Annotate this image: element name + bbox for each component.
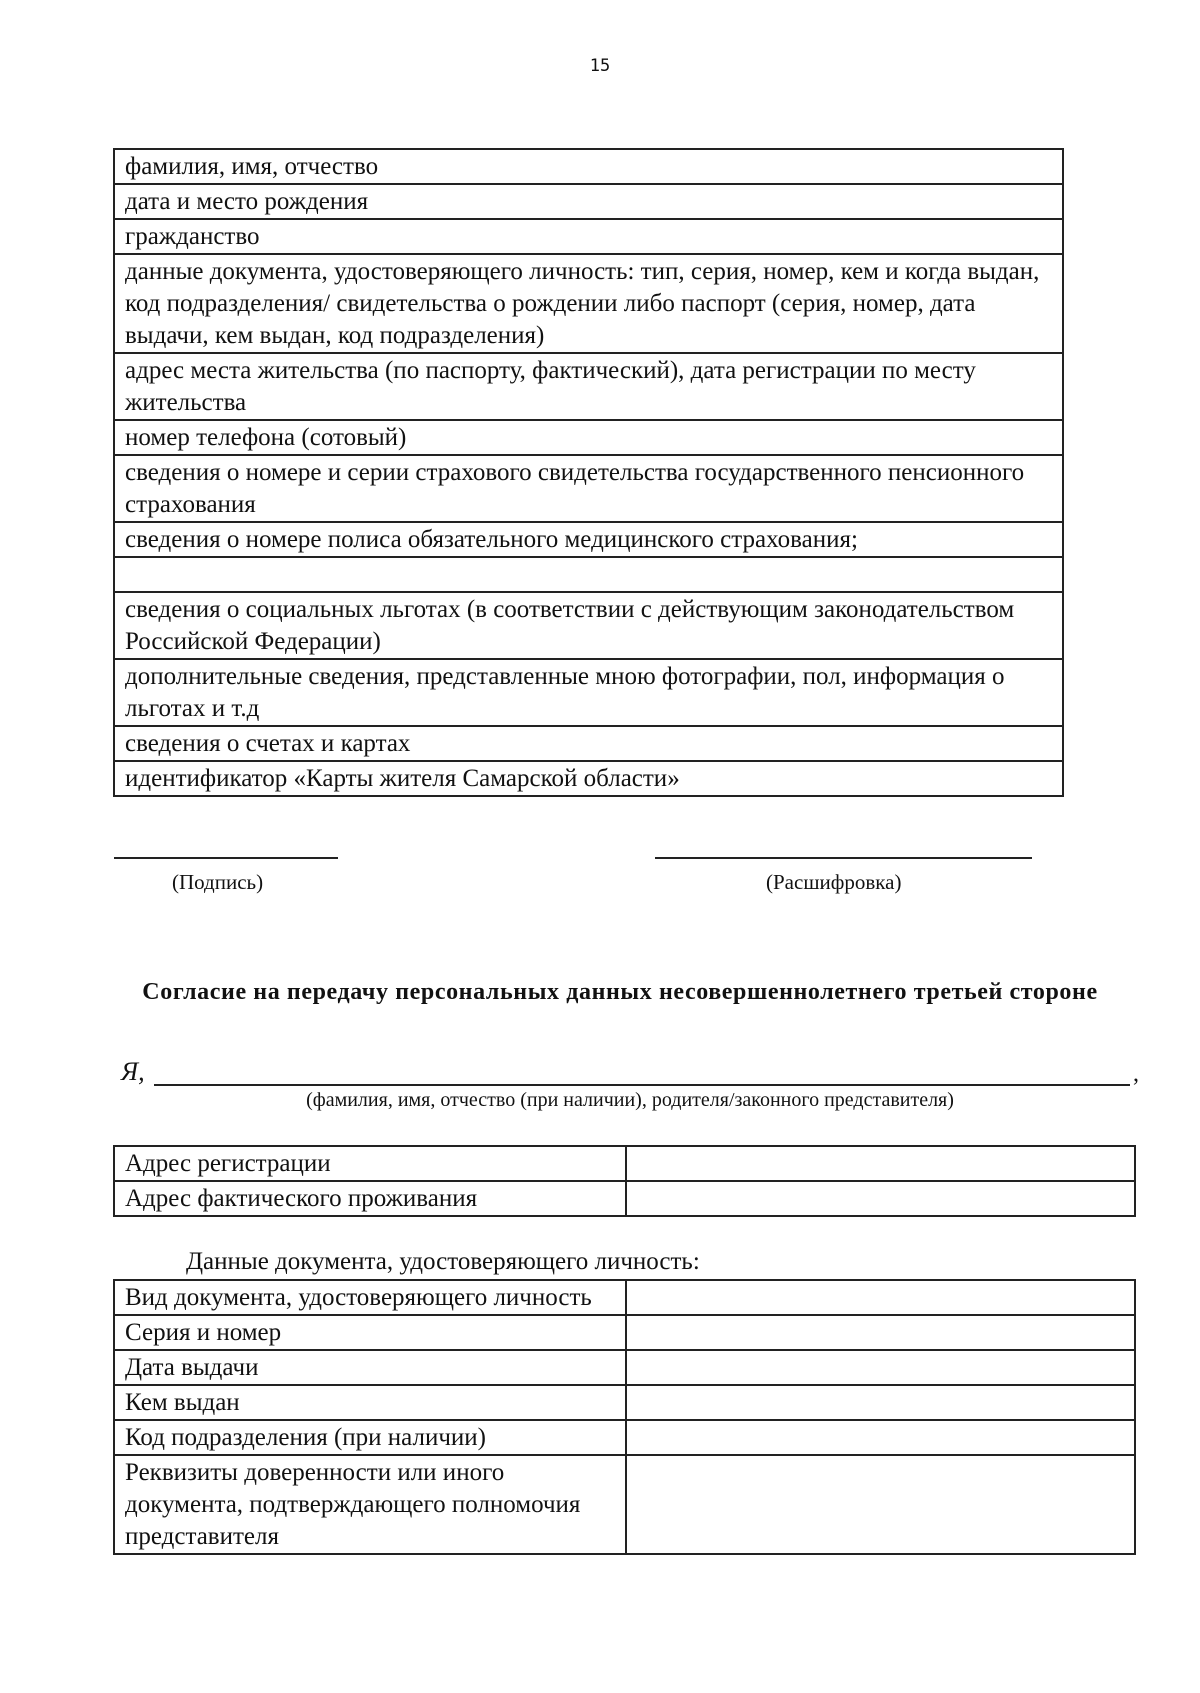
signature-line[interactable] xyxy=(114,857,338,859)
value-cell[interactable] xyxy=(626,1315,1135,1350)
table-cell: идентификатор «Карты жителя Самарской области» xyxy=(114,761,1063,796)
value-cell[interactable] xyxy=(626,1420,1135,1455)
row-label: Серия и номер xyxy=(114,1315,626,1350)
table-row xyxy=(114,420,1063,455)
decoding-caption: (Расшифровка) xyxy=(766,870,902,894)
table-cell: сведения о счетах и картах xyxy=(114,726,1063,761)
value-cell[interactable] xyxy=(626,1181,1135,1216)
table-cell: данные документа, удостоверяющего личность: тип, серия, номер, кем и когда выдан, код подразделения/ свидетельства о рождении либо паспорт (серия, номер, дата выдачи, кем выдан, код подразделения) xyxy=(114,254,1063,353)
table-row xyxy=(114,557,1063,592)
table-row xyxy=(114,726,1063,761)
table-cell: дата и место рождения xyxy=(114,184,1063,219)
row-label: Реквизиты доверенности или иного документа, подтверждающего полномочия представителя xyxy=(114,1455,626,1554)
row-label: Вид документа, удостоверяющего личность xyxy=(114,1280,626,1315)
ya-label: Я, xyxy=(121,1057,145,1086)
name-decoding-line[interactable] xyxy=(655,857,1032,859)
table-row xyxy=(114,219,1063,254)
table-row xyxy=(114,455,1063,522)
table-cell: номер телефона (сотовый) xyxy=(114,420,1063,455)
table-row xyxy=(114,1455,1135,1554)
document-heading: Данные документа, удостоверяющего личность: xyxy=(186,1248,700,1275)
table-row xyxy=(114,353,1063,420)
page-number: 15 xyxy=(589,56,611,76)
table-cell xyxy=(114,557,1063,592)
table-row xyxy=(114,149,1063,184)
table-row xyxy=(114,1146,1135,1181)
value-cell[interactable] xyxy=(626,1280,1135,1315)
table-row xyxy=(114,254,1063,353)
table-row xyxy=(114,1315,1135,1350)
table-row xyxy=(114,1280,1135,1315)
table-cell: дополнительные сведения, представленные мною фотографии, пол, информация о льготах и т.д xyxy=(114,659,1063,726)
table-row xyxy=(114,1385,1135,1420)
table-cell: сведения о социальных льготах (в соответствии с действующим законодательством Российской Федерации) xyxy=(114,592,1063,659)
table-cell: сведения о номере полиса обязательного медицинского страхования; xyxy=(114,522,1063,557)
row-label: Код подразделения (при наличии) xyxy=(114,1420,626,1455)
row-label: Адрес регистрации xyxy=(114,1146,626,1181)
fio-caption: (фамилия, имя, отчество (при наличии), родителя/законного представителя) xyxy=(306,1089,954,1111)
value-cell[interactable] xyxy=(626,1350,1135,1385)
table-row xyxy=(114,1350,1135,1385)
value-cell[interactable] xyxy=(626,1455,1135,1554)
table-cell: фамилия, имя, отчество xyxy=(114,149,1063,184)
address-table xyxy=(113,1145,1136,1217)
comma: , xyxy=(1133,1061,1139,1087)
personal-data-table xyxy=(113,148,1064,797)
row-label: Дата выдачи xyxy=(114,1350,626,1385)
table-row xyxy=(114,592,1063,659)
table-row xyxy=(114,761,1063,796)
value-cell[interactable] xyxy=(626,1385,1135,1420)
table-row xyxy=(114,1420,1135,1455)
signature-caption: (Подпись) xyxy=(172,870,264,894)
row-label: Адрес фактического проживания xyxy=(114,1181,626,1216)
value-cell[interactable] xyxy=(626,1146,1135,1181)
row-label: Кем выдан xyxy=(114,1385,626,1420)
table-row xyxy=(114,522,1063,557)
table-cell: адрес места жительства (по паспорту, фактический), дата регистрации по месту жительства xyxy=(114,353,1063,420)
table-cell: сведения о номере и серии страхового свидетельства государственного пенсионного страхования xyxy=(114,455,1063,522)
table-row xyxy=(114,184,1063,219)
table-row xyxy=(114,1181,1135,1216)
table-row xyxy=(114,659,1063,726)
consent-title: Согласие на передачу персональных данных несовершеннолетнего третьей стороне xyxy=(142,979,1098,1005)
fio-input-line[interactable] xyxy=(154,1084,1130,1086)
document-table xyxy=(113,1279,1136,1555)
table-cell: гражданство xyxy=(114,219,1063,254)
